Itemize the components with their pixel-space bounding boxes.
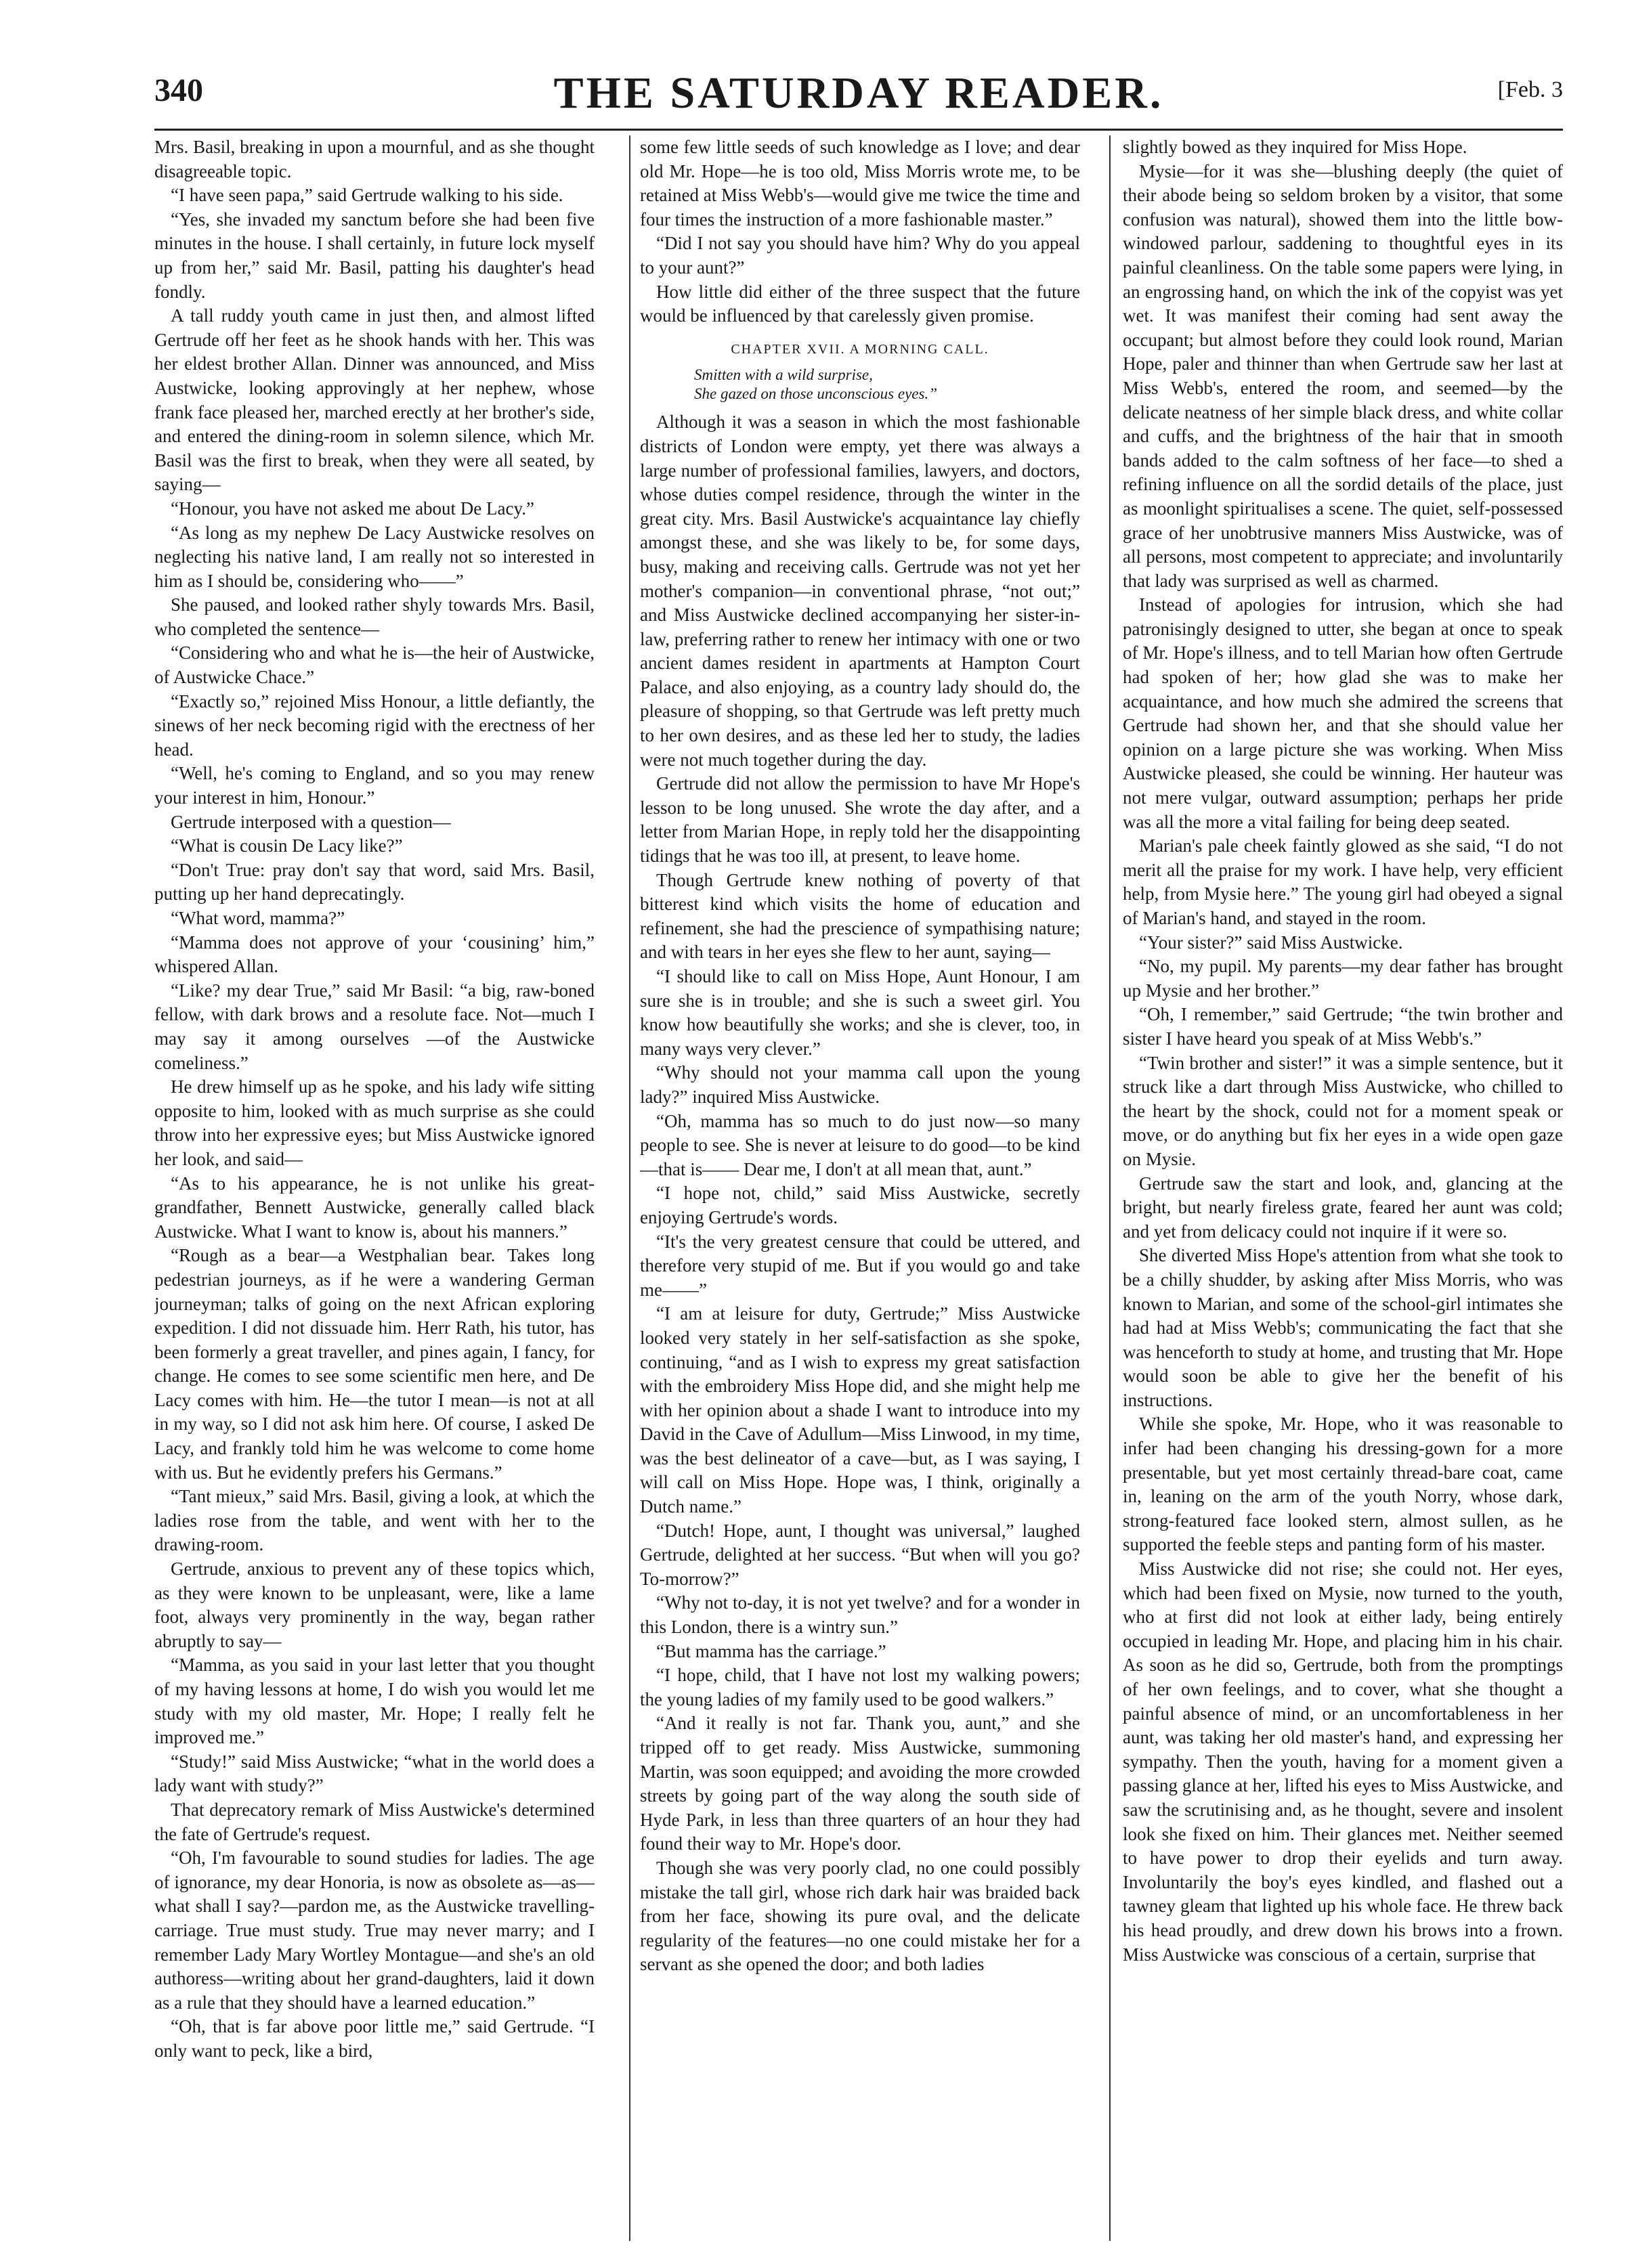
paragraph: “As long as my nephew De Lacy Austwicke resolves on neglecting his native land, I am really not so interested in him as I should be, considering who——” [154,522,595,591]
paragraph: Although it was a season in which the most fashionable districts of London were empty, yet there was always a large number of professional families, lawyers, and doctors, whose duties compel residence, through the winter in the great city. Mrs. Basil Austwicke's acquaintance lay chiefly amongst these, and she was likely to be, for some days, busy, making and receiving calls. Gertrude was not yet her mother's companion—in conventional phrase, “not out;” and Miss Austwicke declined accompanying her sister-in-law, preferring rather to renew her intimacy with one or two ancient dames resident in apartments at Hampton Court Palace, and also enjoying, as a country lady should do, the pleasure of shopping, so that Gertrude was left pretty much to her own desires, and as these led her to study, the ladies were not much together during the day. [640,412,1080,770]
paragraph: “And it really is not far. Thank you, aunt,” and she tripped off to get ready. Miss Austwicke, summoning Martin, was soon equipped; and avoiding the more crowded streets by going part of the way along the south side of Hyde Park, in less than three quarters of an hour they had found their way to Mr. Hope's door. [640,1713,1080,1854]
paragraph: “But mamma has the carriage.” [656,1640,886,1661]
paragraph: Marian's pale cheek faintly glowed as she said, “I do not merit all the praise for my work. I have help, very efficient help, from Mysie here.” The young girl had obeyed a signal of Marian's hand, and stayed in the room. [1123,835,1563,928]
paragraph: Though she was very poorly clad, no one could possibly mistake the tall girl, whose rich dark hair was braided back from her face, showing its pure oval, and the delicate regularity of the features—no one could mistake her for a servant as she opened the door; and both ladies [640,1857,1080,1975]
paragraph: “I should like to call on Miss Hope, Aunt Honour, I am sure she is in trouble; and she is such a sweet girl. You know how beautifully she works; and she is clever, too, in many ways very clever.” [640,966,1080,1059]
masthead [154,68,1563,121]
paragraph: “I hope not, child,” said Miss Austwicke, secretly enjoying Gertrude's words. [640,1183,1080,1227]
header-rule [154,129,1563,131]
paragraph: “Rough as a bear—a Westphalian bear. Takes long pedestrian journeys, as if he were a wandering German journeyman; talks of going on the next African exploring expedition. I did not dissuade him. Herr Rath, his tutor, has been formerly a great traveller, and pines again, I fancy, for change. He comes to see some scientific men here, and De Lacy comes with him. He—the tutor I mean—is not at all in my way, so I did not ask him here. Of course, I asked De Lacy, and frankly told him he was welcome to come home with us. But he evidently prefers his Germans.” [154,1245,595,1483]
paragraph: Instead of apologies for intrusion, which she had patronisingly designed to utter, she began at once to speak of Mr. Hope's illness, and to tell Marian how often Gertrude had spoken of her; how glad she was to make her acquaintance, and how much she admired the screens that Gertrude had shown her, and that she should value her opinion on a large picture she was working. When Miss Austwicke pleased, she could be winning. Her hauteur was not mere vulgar, outward assumption; perhaps her pride was all the more a vital failing for being deep seated. [1123,594,1563,832]
paragraph: slightly bowed as they inquired for Miss Hope. [1123,137,1467,157]
paragraph: “I have seen papa,” said Gertrude walking to his side. [171,185,563,206]
paragraph: “Why not to-day, it is not yet twelve? and for a wonder in this London, there is a wintry sun.” [640,1592,1080,1638]
paragraph: “Exactly so,” rejoined Miss Honour, a little defiantly, the sinews of her neck becoming rigid with the erectness of her head. [154,691,595,760]
paragraph: Gertrude interposed with a question— [171,811,451,832]
paragraph: That deprecatory remark of Miss Austwicke's determined the fate of Gertrude's request. [154,1799,595,1844]
epigraph-line: She gazed on those unconscious eyes.” [694,385,937,403]
paragraph: “Well, he's coming to England, and so you may renew your interest in him, Honour.” [154,763,595,808]
paragraph: How little did either of the three suspect that the future would be influenced by that carelessly given promise. [640,281,1080,326]
issue-date: [Feb. 3 [1497,77,1563,102]
paragraph: “I am at leisure for duty, Gertrude;” Miss Austwicke looked very stately in her self-satisfaction as she spoke, continuing, “and as I wish to express my great satisfaction with the embroidery Miss Hope did, and she might help me with her opinion about a shade I want to introduce into my David in the Cave of Adullum—Miss Linwood, in my time, was the best delineator of a cave—but, as I was saying, I will call on Miss Hope. Hope was, I think, originally a Dutch name.” [640,1303,1080,1517]
paragraph: “Dutch! Hope, aunt, I thought was universal,” laughed Gertrude, delighted at her success. “But when will you go? To-morrow?” [640,1520,1080,1589]
paragraph: “What word, mamma?” [171,908,345,928]
page-number: 340 [154,72,203,108]
paragraph: “Like? my dear True,” said Mr Basil: “a big, raw-boned fellow, with dark brows and a resolute face. Not—much I may say it among ourselves —of the Austwicke comeliness.” [154,980,595,1073]
paragraph: “Oh, mamma has so much to do just now—so many people to see. She is never at leisure to do good—to be kind—that is—— Dear me, I don't at all mean that, aunt.” [640,1110,1080,1179]
paragraph: “Oh, I remember,” said Gertrude; “the twin brother and sister I have heard you speak of at Miss Webb's.” [1123,1004,1563,1049]
paragraph: Gertrude, anxious to prevent any of these topics which, as they were known to be unpleasant, were, like a lame foot, always very prominently in the way, began rather abruptly to say— [154,1558,595,1651]
paragraph: “No, my pupil. My parents—my dear father has brought up Mysie and her brother.” [1123,956,1563,1001]
column-divider [629,135,630,2241]
paragraph: “Mamma, as you said in your last letter that you thought of my having lessons at home, I do wish you would let me study with my old master, Mr. Hope; I really felt he improved me.” [154,1655,595,1748]
epigraph-line: Smitten with a wild surprise, [694,366,873,384]
publication-title: THE SATURDAY READER. [553,68,1164,118]
paragraph: “Tant mieux,” said Mrs. Basil, giving a look, at which the ladies rose from the table, and went with her to the drawing-room. [154,1486,595,1555]
column-3 [1123,135,1563,2241]
paragraph: He drew himself up as he spoke, and his lady wife sitting opposite to him, looked with as much surprise as she could throw into her expressive eyes; but Miss Austwicke ignored her look, and said— [154,1076,595,1169]
paragraph: “Considering who and what he is—the heir of Austwicke, of Austwicke Chace.” [154,642,595,688]
paragraph: Gertrude did not allow the permission to have Mr Hope's lesson to be long unused. She wrote the day after, and a letter from Marian Hope, in reply told her the disappointing tidings that he was too ill, at present, to leave home. [640,773,1080,867]
paragraph: Mysie—for it was she—blushing deeply (the quiet of their abode being so seldom broken by a visitor, that some confusion was natural), showed them into the little bow-windowed parlour, saddening to thoughtful eyes in its painful cleanliness. On the table some papers were lying, in an engrossing hand, on which the ink of the copyist was yet wet. It was manifest their coming had sent away the occupant; but almost before they could look round, Marian Hope, paler and thinner than when Gertrude saw her last at Miss Webb's, entered the room, and seemed—by the delicate neatness of her simple black dress, and white collar and cuffs, and the brightness of the hair that in smooth bands added to the calm softness of her face—to shed a refining influence on all the sordid details of the place, just as moonlight spiritualises a scene. The quiet, self-possessed grace of her unobtrusive manners Miss Austwicke, was of all persons, most competent to appreciate; and involuntarily that lady was surprised as well as charmed. [1123,160,1563,591]
chapter-heading: CHAPTER XVII. A MORNING CALL. [731,341,989,357]
paragraph: “Yes, she invaded my sanctum before she had been five minutes in the house. I shall certainly, in future lock myself up from her,” said Mr. Basil, patting his daughter's head fondly. [154,209,595,302]
paragraph: A tall ruddy youth came in just then, and almost lifted Gertrude off her feet as he shook hands with her. This was her eldest brother Allan. Dinner was announced, and Miss Austwicke, looking approvingly at her nephew, whose frank face pleased her, marched erectly at her brother's side, and entered the dining-room in solemn silence, which Mr. Basil was the first to break, when they were all seated, by saying— [154,305,595,495]
paragraph: She paused, and looked rather shyly towards Mrs. Basil, who completed the sentence— [154,594,595,639]
paragraph: “Why should not your mamma call upon the young lady?” inquired Miss Austwicke. [640,1062,1080,1107]
paragraph: some few little seeds of such knowledge as I love; and dear old Mr. Hope—he is too old, Miss Morris wrote me, to be retained at Miss Webb's—would give me twice the time and four times the instruction of a more fashionable master.” [640,137,1080,230]
column-divider [1109,135,1111,2241]
paragraph: “Study!” said Miss Austwicke; “what in the world does a lady want with study?” [154,1751,595,1796]
paragraph: Mrs. Basil, breaking in upon a mournful, and as she thought disagreeable topic. [154,137,595,181]
paragraph: “As to his appearance, he is not unlike his great-grandfather, Bennett Austwicke, generally called black Austwicke. What I want to know is, about his manners.” [154,1173,595,1242]
paragraph: “I hope, child, that I have not lost my walking powers; the young ladies of my family used to be good walkers.” [640,1665,1080,1709]
paragraph: “It's the very greatest censure that could be uttered, and therefore very stupid of me. But if you would go and take me——” [640,1231,1080,1300]
paragraph: “Oh, that is far above poor little me,” said Gertrude. “I only want to peck, like a bird, [154,2016,595,2061]
paragraph: “Did I not say you should have him? Why do you appeal to your aunt?” [640,233,1080,278]
paragraph: “Honour, you have not asked me about De Lacy.” [171,498,534,519]
paragraph: “Don't True: pray don't say that word, said Mrs. Basil, putting up her hand deprecatingly. [154,859,595,904]
paragraph: While she spoke, Mr. Hope, who it was reasonable to infer had been changing his dressing-gown for a more presentable, but yet most certainly thread-bare coat, came in, leaning on the arm of the youth Norry, whose dark, strong-featured face looked stern, almost sullen, as he supported the feeble steps and panting form of his master. [1123,1414,1563,1555]
paragraph: “Mamma does not approve of your ‘cousining’ him,” whispered Allan. [154,932,595,977]
paragraph: “Your sister?” said Miss Austwicke. [1139,932,1403,953]
column-1 [154,135,595,2241]
paragraph: “Oh, I'm favourable to sound studies for ladies. The age of ignorance, my dear Honoria, is now as obsolete as—as—what shall I say?—pardon me, as the Austwicke travelling-carriage. True must study. True may never marry; and I remember Lady Mary Wortley Montague—and she's an old authoress—writing about her grand-daughters, laid it down as a rule that they should have a learned education.” [154,1848,595,2013]
paragraph: She diverted Miss Hope's attention from what she took to be a chilly shudder, by asking after Miss Morris, who was known to Marian, and some of the school-girl intimates she had had at Miss Webb's; communicating the fact that she was henceforth to study at home, and trusting that Mr. Hope would soon be able to give her the benefit of his instructions. [1123,1245,1563,1410]
paragraph: Miss Austwicke did not rise; she could not. Her eyes, which had been fixed on Mysie, now turned to the youth, who at first did not look at either lady, being entirely occupied in leading Mr. Hope, and placing him in his chair. As soon as he did so, Gertrude, both from the promptings of her own feelings, and to cover, what she thought a painful absence of mind, or an uncomfortableness in her aunt, was taking her old master's hand, and expressing her sympathy. Then the youth, having for a moment given a passing glance at her, lifted his eyes to Miss Austwicke, and saw the scrutinising and, as he thought, severe and insolent look she fixed on him. Their glances met. Neither seemed to have power to drop their eyelids and turn away. Involuntarily the boy's eyes kindled, and flashed out a tawney gleam that lighted up his whole face. He threw back his head proudly, and drew down his brows into a frown. Miss Austwicke was conscious of a certain, surprise that [1123,1558,1563,1965]
column-2 [640,135,1080,2241]
paragraph: Gertrude saw the start and look, and, glancing at the bright, but nearly fireless grate, feared her aunt was cold; and yet from delicacy could not inquire if it were so. [1123,1173,1563,1242]
paragraph: “Twin brother and sister!” it was a simple sentence, but it struck like a dart through Miss Austwicke, who chilled to the heart by the shock, could not for a moment speak or move, or do anything but fix her eyes in a wide open gaze on Mysie. [1123,1052,1563,1169]
article-columns [154,135,1563,2241]
paragraph: “What is cousin De Lacy like?” [171,835,403,856]
paragraph: Though Gertrude knew nothing of poverty of that bitterest kind which visits the home of education and refinement, she had the prescience of sympathising nature; and with tears in her eyes she flew to her aunt, saying— [640,869,1080,963]
